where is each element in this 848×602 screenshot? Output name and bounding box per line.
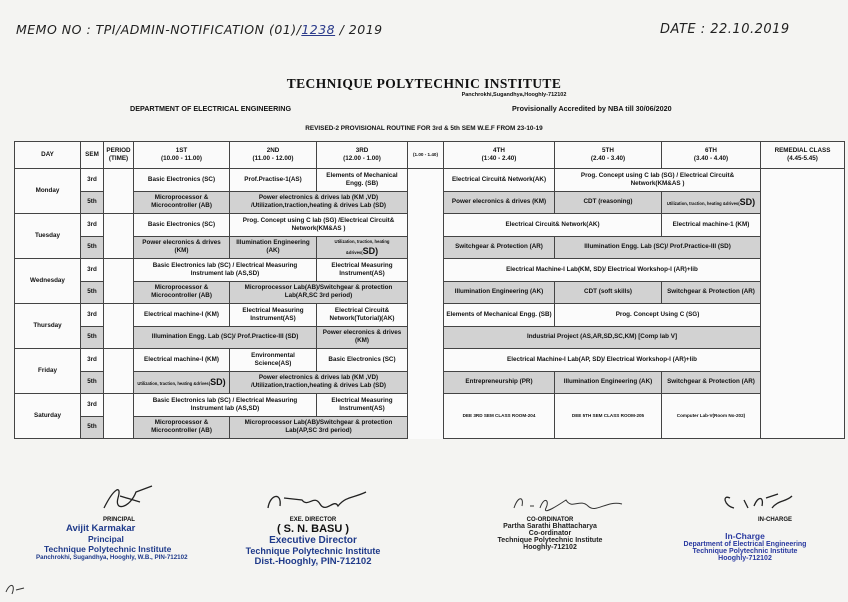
header-label: 1ST xyxy=(175,147,188,155)
class-cell: Prog. Concept using C lab (SG) /Electrical Circuit& Network(KM&AS ) xyxy=(230,214,408,237)
director-signature-block xyxy=(228,517,398,567)
header-time: (3.40 - 4.40) xyxy=(693,155,729,162)
class-cell: CDT (soft skills) xyxy=(555,281,662,304)
day-cell: Thursday xyxy=(15,304,81,349)
class-cell: Electrical Measuring Instrument(AS) xyxy=(230,304,317,327)
class-cell: Prog. Concept Using C (SG) xyxy=(555,304,761,327)
sem-cell: 3rd xyxy=(81,259,104,282)
class-cell: Industrial Project (AS,AR,SD,SC,KM) [Comp lab V] xyxy=(444,326,761,349)
accreditation-note: Provisionally Accredited by NBA till 30/06/2020 xyxy=(512,104,672,113)
header-time: (2.40 - 3.40) xyxy=(590,155,626,162)
header-period-1 xyxy=(134,142,230,169)
class-cell: Power elecronics & drives (KM) xyxy=(317,326,408,349)
sem-cell: 3rd xyxy=(81,349,104,372)
header-time: (4.45-5.45) xyxy=(787,155,818,162)
class-cell: Prog. Concept using C lab (SG) / Electrical Circuit& Network(KM&AS ) xyxy=(555,169,761,192)
header-sem: SEM xyxy=(81,142,104,169)
class-cell: Switchgear & Protection (AR) xyxy=(662,281,761,304)
memo-date: DATE : 22.10.2019 xyxy=(660,22,790,37)
class-cell: Basic Electronics (SC) xyxy=(134,214,230,237)
class-text-large: SD) xyxy=(210,376,226,387)
class-cell: Electrical Machine-I Lab(KM, SD)/ Electrical Workshop-I (AR)+lib xyxy=(444,259,761,282)
header-period-2 xyxy=(230,142,317,169)
director-title: Executive Director xyxy=(269,535,357,546)
class-cell: Illumination Engineering (AK) xyxy=(230,236,317,259)
class-cell: CDT (reasoning) xyxy=(555,191,662,214)
incharge-title: Department of Electrical Engineering xyxy=(683,541,807,548)
class-text: Utilization, traction, heating &drives( xyxy=(666,200,740,206)
header-time: (11.00 - 12.00) xyxy=(252,155,294,162)
incharge-name: In-Charge xyxy=(725,531,765,541)
sem-cell: 3rd xyxy=(81,214,104,237)
class-cell: Electrical Machine-I Lab(AP, SD)/ Electrical Workshop-I (AR)+lib xyxy=(444,349,761,372)
remedial-cell xyxy=(761,169,845,439)
class-cell: Electrical Circuit& Network(AK) xyxy=(444,214,662,237)
memo-serial: 1238 xyxy=(301,22,336,37)
class-cell: Electrical Measuring Instrument(AS) xyxy=(317,394,408,417)
header-period-6 xyxy=(662,142,761,169)
class-cell: Illumination Engg. Lab (SC)/ Prof.Practice-III (SD) xyxy=(134,326,317,349)
memo-prefix: MEMO NO : TPI/ADMIN-NOTIFICATION (01)/ xyxy=(16,22,302,37)
header-period: PERIOD (TIME) xyxy=(104,142,134,169)
period-cell xyxy=(104,259,134,304)
corner-initials xyxy=(2,580,32,600)
coordinator-signature-block xyxy=(470,517,630,551)
sem-cell: 5th xyxy=(81,416,104,439)
signature-role: PRINCIPAL xyxy=(103,517,135,523)
day-cell: Saturday xyxy=(15,394,81,439)
memo-suffix: / 2019 xyxy=(335,22,383,37)
incharge-org: Technique Polytechnic Institute xyxy=(692,548,798,555)
sem-cell: 5th xyxy=(81,281,104,304)
signature-role: EXE. DIRECTOR xyxy=(289,517,337,523)
class-cell: Electrical Measuring Instrument(AS) xyxy=(317,259,408,282)
header-time: (10.00 - 11.00) xyxy=(161,155,202,162)
principal-signature xyxy=(100,478,180,514)
principal-name: Avijit Karmakar xyxy=(66,523,136,534)
coordinator-title: Co-ordinator xyxy=(528,530,572,537)
day-cell: Friday xyxy=(15,349,81,394)
coordinator-signature xyxy=(510,490,630,516)
sem-cell: 5th xyxy=(81,236,104,259)
classroom-cell: Computer Lab-V(Room No-202) xyxy=(662,394,761,439)
class-cell: Power elecronics & drives (KM) xyxy=(134,236,230,259)
class-cell: Illumination Engineering (AK) xyxy=(555,371,662,394)
header-period-5 xyxy=(555,142,662,169)
header-break: (1.00 - 1.40) xyxy=(408,142,444,169)
principal-org: Technique Polytechnic Institute xyxy=(44,544,172,554)
class-cell: Elements of Mechanical Engg. (SB) xyxy=(317,169,408,192)
sem-cell: 3rd xyxy=(81,394,104,417)
period-cell xyxy=(104,214,134,259)
header-period-3 xyxy=(317,142,408,169)
incharge-signature-block xyxy=(655,517,835,562)
header-label: REMEDIAL CLASS xyxy=(774,147,831,155)
sem-cell: 3rd xyxy=(81,169,104,192)
signature-role: IN-CHARGE xyxy=(758,517,792,523)
class-cell: Electrical machine-I (KM) xyxy=(134,349,230,372)
class-cell: Power electronics & drives lab (KM ,VD) /Utilization,traction,heating & drives Lab (SD) xyxy=(230,191,408,214)
class-cell: Microprocessor & Microcontroller (AB) xyxy=(134,191,230,214)
class-cell: Microprocessor Lab(AB)/Switchgear & protection Lab(AR,SC 3rd period) xyxy=(230,281,408,304)
header-time: (12.00 - 1.00) xyxy=(343,155,381,162)
classroom-cell: DEE 5TH SEM CLASS ROOM-205 xyxy=(555,394,662,439)
institute-name: TECHNIQUE POLYTECHNIC INSTITUTE xyxy=(286,76,562,91)
period-cell xyxy=(104,394,134,439)
routine-title: REVISED-2 PROVISIONAL ROUTINE FOR 3rd & 5th SEM W.E.F FROM 23-10-19 xyxy=(305,125,543,132)
class-cell: Basic Electronics lab (SC) / Electrical Measuring Instrument lab (AS,SD) xyxy=(134,259,317,282)
class-cell: Elements of Mechanical Engg. (SB) xyxy=(444,304,555,327)
table-row xyxy=(15,169,845,192)
header-day: DAY xyxy=(15,142,81,169)
class-cell xyxy=(662,191,761,214)
class-cell: Prof.Practise-1(AS) xyxy=(230,169,317,192)
class-cell: Switchgear & Protection (AR) xyxy=(662,371,761,394)
director-org: Technique Polytechnic Institute xyxy=(245,546,381,556)
day-cell: Wednesday xyxy=(15,259,81,304)
day-cell: Monday xyxy=(15,169,81,214)
class-cell: Microprocessor & Microcontroller (AB) xyxy=(134,416,230,439)
principal-title: Principal xyxy=(88,534,124,544)
class-cell: Electrical Circuit& Network(Tutorial)(AK) xyxy=(317,304,408,327)
sem-cell: 5th xyxy=(81,371,104,394)
header-label: 6TH xyxy=(705,147,717,155)
header-label: 3RD xyxy=(355,147,369,155)
break-column xyxy=(408,169,444,439)
header-label: 2ND xyxy=(266,147,280,155)
class-cell: Microprocessor & Microcontroller (AB) xyxy=(134,281,230,304)
class-cell: Electrical machine-I (KM) xyxy=(134,304,230,327)
routine-table xyxy=(14,141,845,439)
coordinator-address: Hooghly-712102 xyxy=(523,544,577,551)
class-cell: Microprocessor Lab(AB)/Switchgear & protection Lab(AP,SC 3rd period) xyxy=(230,416,408,439)
signature-role: CO-ORDINATOR xyxy=(526,517,574,523)
class-text-large: SD) xyxy=(739,196,756,207)
header-label: 4TH xyxy=(493,147,505,155)
institute-address: Panchrokhi,Sugandhya,Hooghly-712102 xyxy=(461,92,567,98)
principal-address: Panchrokhi, Sugandhya, Hooghly, W.B., PIN-712102 xyxy=(36,554,188,561)
header-time: (1:40 - 2.40) xyxy=(481,155,517,162)
class-text: Utilization, traction, heating &drives( xyxy=(137,380,211,386)
department-name: DEPARTMENT OF ELECTRICAL ENGINEERING xyxy=(130,104,292,113)
coordinator-name: Partha Sarathi Bhattacharya xyxy=(503,523,597,530)
class-cell xyxy=(134,371,230,394)
classroom-cell: DEE 3RD SEM CLASS ROOM-204 xyxy=(444,394,555,439)
class-cell: Electrical Circuit& Network(AK) xyxy=(444,169,555,192)
header-remedial xyxy=(761,142,845,169)
class-cell: Entrepreneurship (PR) xyxy=(444,371,555,394)
period-cell xyxy=(104,304,134,349)
class-cell: Basic Electronics (SC) xyxy=(134,169,230,192)
header-row xyxy=(15,142,845,169)
period-cell xyxy=(104,349,134,394)
incharge-signature xyxy=(720,488,800,516)
director-signature xyxy=(262,484,372,518)
class-cell: Electrical machine-1 (KM) xyxy=(662,214,761,237)
class-cell: Power electronics & drives lab (KM ,VD) /Utilization,traction,heating & drives Lab (SD) xyxy=(230,371,408,394)
header-period-4 xyxy=(444,142,555,169)
class-cell: Illumination Engg. Lab (SC)/ Prof.Practice-III (SD) xyxy=(555,236,761,259)
class-cell: Basic Electronics (SC) xyxy=(317,349,408,372)
class-cell: Environmental Science(AS) xyxy=(230,349,317,372)
class-cell: Switchgear & Protection (AR) xyxy=(444,236,555,259)
coordinator-org: Technique Polytechnic Institute xyxy=(497,537,603,544)
class-text-large: SD) xyxy=(362,245,379,256)
director-name: ( S. N. BASU ) xyxy=(276,523,350,535)
class-text: Utilization, traction, heating &drives( xyxy=(334,238,390,255)
class-cell: Basic Electronics lab (SC) / Electrical Measuring Instrument lab (AS,SD) xyxy=(134,394,317,417)
incharge-address: Hooghly-712102 xyxy=(718,555,772,562)
day-cell: Tuesday xyxy=(15,214,81,259)
sem-cell: 5th xyxy=(81,326,104,349)
class-cell: Power elecronics & drives (KM) xyxy=(444,191,555,214)
class-cell xyxy=(317,236,408,259)
sem-cell: 3rd xyxy=(81,304,104,327)
principal-signature-block xyxy=(36,517,234,561)
header-label: 5TH xyxy=(602,147,614,155)
class-cell: Illumination Engineering (AK) xyxy=(444,281,555,304)
memo-number xyxy=(16,22,383,37)
period-cell xyxy=(104,169,134,214)
sem-cell: 5th xyxy=(81,191,104,214)
director-address: Dist.-Hooghly, PIN-712102 xyxy=(254,556,372,567)
